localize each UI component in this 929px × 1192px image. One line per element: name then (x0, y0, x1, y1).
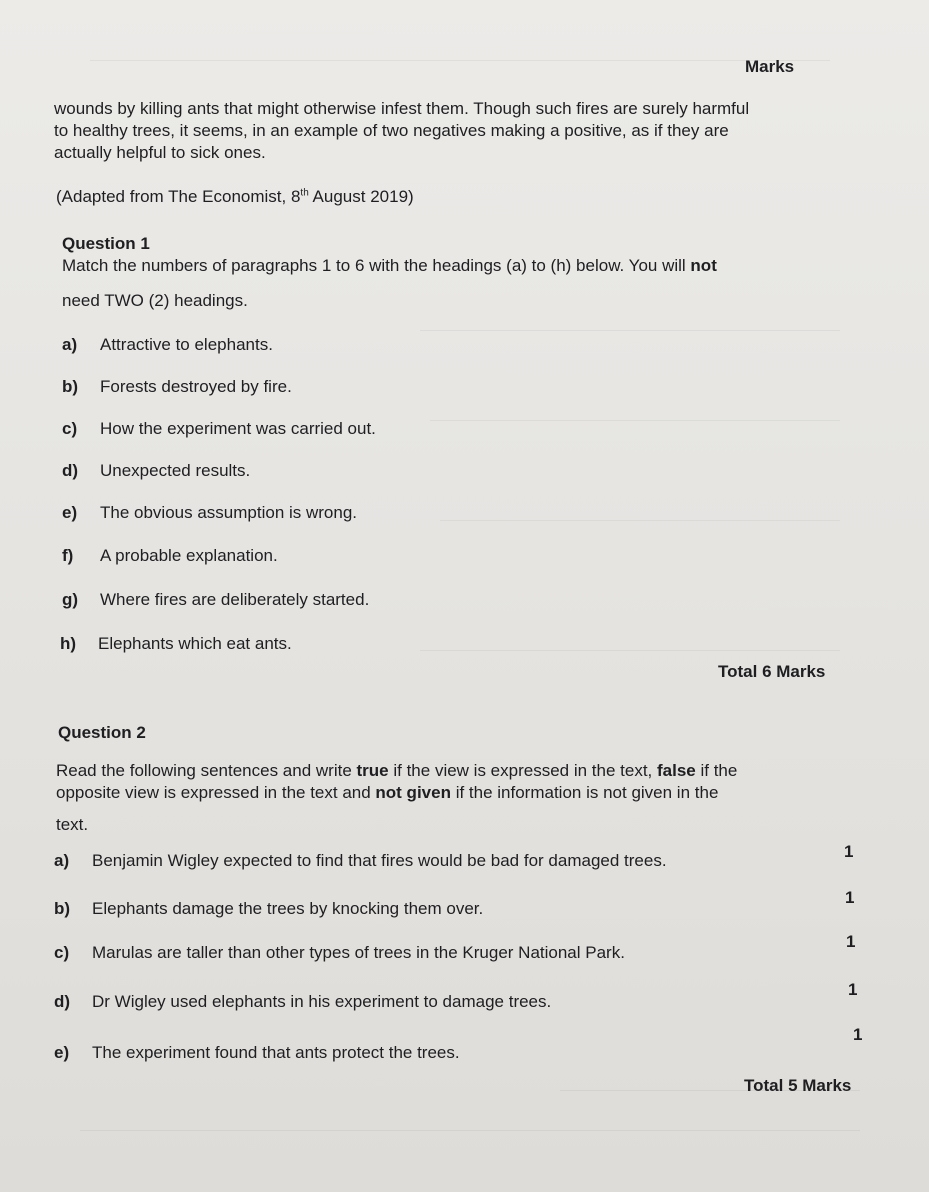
marks-column-header: Marks (745, 57, 795, 76)
statement-item: e) The experiment found that ants protect the trees. (54, 1043, 460, 1062)
passage-line: actually helpful to sick ones. (54, 143, 266, 162)
statement-item: b) Elephants damage the trees by knocking them over. (54, 899, 484, 918)
heading-item: h) Elephants which eat ants. (60, 634, 292, 653)
source-citation: (Adapted from The Economist, 8th August 2019) (56, 187, 414, 206)
question-2-title: Question 2 (58, 723, 146, 742)
question-1-title: Question 1 (62, 234, 150, 253)
question-2-instructions-line3: text. (56, 815, 89, 834)
heading-item: c) How the experiment was carried out. (62, 419, 376, 438)
heading-item: e) The obvious assumption is wrong. (62, 503, 358, 522)
passage-line: to healthy trees, it seems, in an example of two negatives making a positive, as if they are (54, 121, 729, 140)
statement-item: a) Benjamin Wigley expected to find that fires would be bad for damaged trees. (54, 851, 667, 870)
passage-line: wounds by killing ants that might otherwise infest them. Though such fires are surely harmful (54, 99, 750, 118)
question-2-instructions-line2: opposite view is expressed in the text and not given if the information is not given in the (56, 783, 719, 802)
question-2-total: Total 5 Marks (744, 1076, 852, 1095)
heading-item: b) Forests destroyed by fire. (62, 377, 292, 396)
statement-item: c) Marulas are taller than other types of trees in the Kruger National Park. (54, 943, 625, 962)
statement-item: d) Dr Wigley used elephants in his experiment to damage trees. (54, 992, 552, 1011)
question-2-instructions: Read the following sentences and write true if the view is expressed in the text, false if the (56, 761, 738, 780)
heading-item: f) A probable explanation. (62, 546, 278, 565)
question-1-instructions-line2: need TWO (2) headings. (62, 291, 248, 310)
question-1-instructions: Match the numbers of paragraphs 1 to 6 with the headings (a) to (h) below. You will not (62, 256, 717, 275)
statement-mark: 1 (846, 932, 856, 951)
heading-item: d) Unexpected results. (62, 461, 251, 480)
statement-mark: 1 (844, 842, 854, 861)
statement-mark: 1 (845, 888, 855, 907)
question-1-total: Total 6 Marks (718, 662, 826, 681)
heading-item: g) Where fires are deliberately started. (62, 590, 370, 609)
statement-mark: 1 (848, 980, 858, 999)
heading-item: a) Attractive to elephants. (62, 335, 273, 354)
statement-mark: 1 (853, 1025, 863, 1044)
